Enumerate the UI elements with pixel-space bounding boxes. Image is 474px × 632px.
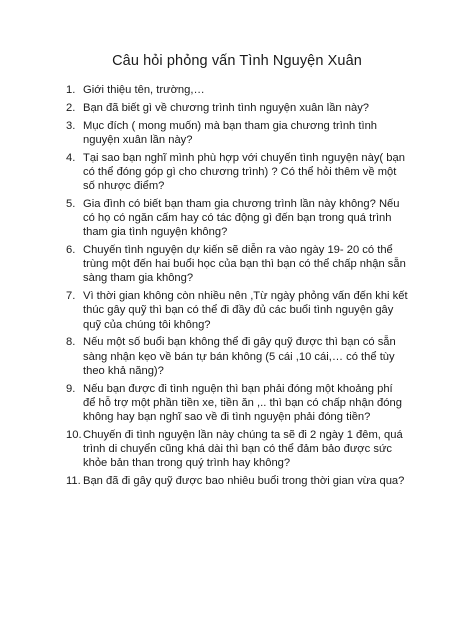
question-number: 6.: [66, 244, 76, 256]
question-number: 8.: [66, 336, 76, 349]
question-text: Bạn đã biết gì về chương trình tình nguyện xuân lần này?: [83, 101, 370, 114]
question-number: 4.: [66, 151, 76, 164]
list-item: [66, 289, 408, 332]
question-text: Tại sao bạn nghĩ mình phù hợp với chuyến tình nguyện này( bạn có thể đóng góp gì cho chương trình) ? Có thể hỏi thêm về một số nhược điểm?: [83, 151, 405, 192]
question-number: 9.: [66, 382, 76, 395]
question-number: 7.: [66, 290, 76, 303]
question-text: Vì thời gian không còn nhiều nên ,Từ ngày phỏng vấn đến khi kết thúc gây quỹ thì bạn có thể đi đầy đủ các buổi tình nguyện gây quỹ của chúng tôi không?: [83, 290, 408, 331]
question-text: Bạn đã đi gây quỹ được bao nhiêu buổi trong thời gian vừa qua?: [83, 475, 405, 488]
document-title: Câu hỏi phỏng vấn Tình Nguyện Xuân: [112, 53, 362, 69]
question-text: Mục đích ( mong muốn) mà bạn tham gia chương trình tình nguyện xuân lần này?: [83, 119, 378, 146]
question-number: 5.: [66, 197, 76, 210]
question-text: Chuyến tình nguyện dự kiến sẽ diễn ra vào ngày 19- 20 có thể trùng một đến hai buổi học của bạn thì bạn có thể chấp nhận sẵn sàng tham gia không?: [83, 244, 406, 285]
list-item: [66, 335, 408, 378]
question-number: 1.: [66, 84, 76, 96]
question-text: Nếu một số buổi bạn không thể đi gây quỹ được thì bạn có sẵn sàng nhận kẹo về bán tự bán không (5 cái ,10 cái,… có thể tùy theo khả năng)?: [83, 336, 396, 377]
list-item: [66, 83, 408, 97]
question-list: [66, 83, 408, 492]
list-item: [66, 119, 408, 147]
question-text: Gia đình có biết bạn tham gia chương trình lần này không? Nếu có họ có ngăn cấm hay có tác động gì đến bạn trong quá trình tham gia tình nguyện không?: [83, 197, 400, 239]
list-item: [66, 243, 408, 286]
list-item: [66, 428, 408, 471]
question-number: 2.: [66, 101, 76, 114]
list-item: [66, 197, 408, 240]
question-number: 10.: [66, 428, 82, 441]
list-item: [66, 151, 408, 194]
question-text: Nếu bạn được đi tình nguện thì bạn phải đóng một khoảng phí để hỗ trợ một phần tiền xe, tiền ăn ,.. thì bạn có chấp nhận đóng không hay bạn nghĩ sao về đi tình nguyện phải đóng tiền?: [83, 382, 402, 424]
question-number: 11.: [66, 475, 81, 488]
question-text: Giới thiệu tên, trường,…: [83, 84, 205, 96]
question-number: 3.: [66, 119, 76, 132]
list-item: [66, 474, 408, 488]
list-item: [66, 382, 408, 425]
list-item: [66, 101, 408, 115]
question-text: Chuyến đi tình nguyện lần này chúng ta sẽ đi 2 ngày 1 đêm, quá trình di chuyển cũng khá dài thì bạn có thể đảm bảo được sức khỏe bản than trong quý trình hay không?: [83, 428, 403, 470]
